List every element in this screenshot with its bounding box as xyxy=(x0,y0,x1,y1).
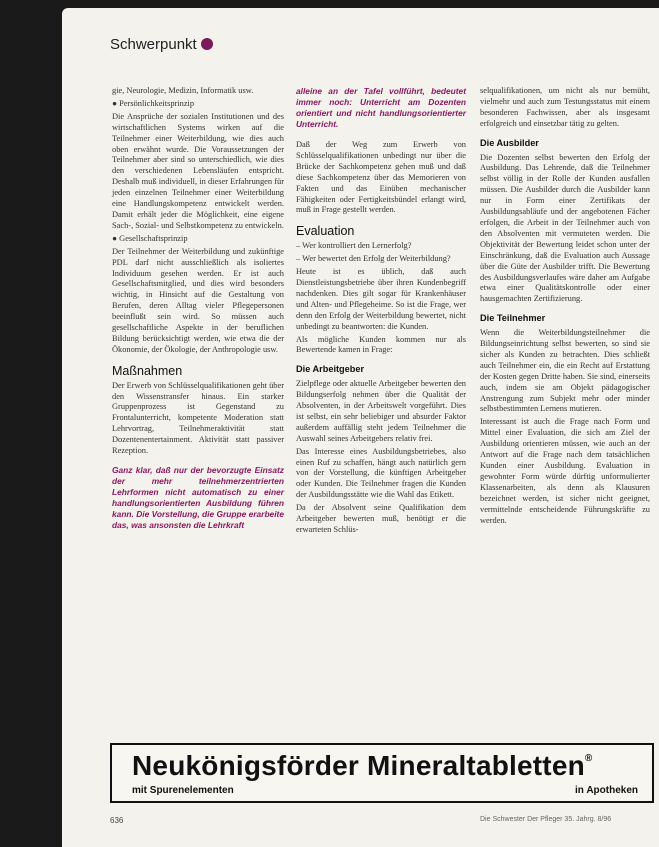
paragraph-absolvent: Da der Absolvent seine Qualifikation dem Arbeitgeber bewerten muß, benötigt er die erwarteten Schlüs- xyxy=(296,503,466,534)
subheading-arbeitgeber: Die Arbeitgeber xyxy=(296,364,365,375)
journal-reference: Die Schwester Der Pfleger 35. Jahrg. 8/96 xyxy=(480,816,612,823)
bullet-gesellschaft-text: Der Teilnehmer der Weiterbildung und zukünftige PDL darf nicht ausschließlich als isoliertes Individuum gesehen werden. Er ist auch Gesellschaftsmitglied, und dies wird besonders wichtig, in Hinsicht auf die Gestaltung von Berufen, deren Alltag vieler Pflegepersonen beeinflußt sein wird. So müssen auch gesellschaftliche Aspekte in der beruflichen Bildung berücksichtigt werden, wie etwa die der Ökonomie, der Ökologie, der Anthropologie usw. xyxy=(112,246,284,354)
heading-evaluation: Evaluation xyxy=(296,224,355,239)
page-number: 636 xyxy=(110,816,124,825)
bullet-gesellschaft: ● Gesellschaftsprinzip xyxy=(112,233,188,243)
massnahmen-text: Der Erwerb von Schlüsselqualifikationen geht über den Wissenstransfer hinaus. Ein starker Gruppenprozess ist Gegenstand zu Frontalunterricht, kompetente Moderation statt Lehrvortrag, Teilnehmeraktivität statt Dozentenentertainment. Aktivität statt passiver Rezeption. xyxy=(112,380,284,456)
intro-text: gie, Neurologie, Medizin, Informatik usw. xyxy=(112,86,254,95)
column-3 xyxy=(480,86,650,528)
section-header xyxy=(110,36,213,53)
bullet-persoenlichkeit-text: Die Ansprüche der sozialen Institutionen und des wirtschaftlichen Systems wirken auf die Teilnehmer einer Weiterbildung, wie dies auch oben erwähnt wurde. Die Voraussetzungen der Teilnehmer aber sind so unterschiedlich, wie dies den verschiedenen Lebensläufen entspricht. Deshalb muß individuell, in dieser Erfahrungen für jeden einzelnen Teilnehmer einer Weiterbildung eine Handlungskompetenz entwickelt werden. Damit erhält jeder die Möglichkeit, eine eigene Sach-, Sozial- und Selbstkompetenz zu entwickeln. xyxy=(112,111,284,230)
paragraph-ausbilder: Die Dozenten selbst bewerten den Erfolg der Ausbildung. Das Lehrende, daß die Teilnehmer selbst völlig in der Rolle der Kunden ausfallen müssen. Die Ausbilder durch die Ausbilder kann nur in Form einer Zertifikats der Ausbildungsabläufe und der angebotenen Fächer erfolgen, die Arbeit in der Teilnehmer auch von den Absolventen mit vermuteten werden. Die Objektivität der Bewertung leidet schon unter der Einschränkung, daß die Evaluation auch Aussage über die Güte der Ausbilder trifft. Die Bewertung des Ausbildungsverlaufes wäre daher am Aufgabe etwa einer Qualitätskontrolle oder einer hausgemachten Zertifizierung. xyxy=(480,152,650,304)
section-title: Schwerpunkt xyxy=(110,36,197,53)
advertisement-banner xyxy=(110,743,654,803)
heading-massnahmen: Maßnahmen xyxy=(112,363,183,378)
paragraph-teilnehmer: Wenn die Weiterbildungsteilnehmer die Bildungseinrichtung selbst bewerten, so sind sie sicher als Kunden zu betrachten. Dies schließt auch Teilnehmer ein, die ein Recht auf Erstattung der Kosten gegen Dritte haben. Sie sind, einerseits auch, indem sie am Objekt pädagogischer Anstrengung zum Subjekt mehr oder minder selbstbestimmten Lernens mutieren. xyxy=(480,328,650,414)
paragraph-interesse: Das Interesse eines Ausbildungsbetriebes, also einen Ruf zu schaffen, hängt auch natürlich gern von der Vorstellung, die künftigen Arbeitgeber oder Kunden. Die Teilnehmer fragen die Kunden der Ausbildungsstätte wie die Wahl das Etikett. xyxy=(296,446,466,500)
section-dot-icon xyxy=(201,38,213,50)
bullet-icon: ● xyxy=(112,233,120,243)
paragraph-weg: Daß der Weg zum Erwerb von Schlüsselqualifikationen unbedingt nur über die Brücke der Sachkompetenz gehen muß und daß diese Sachkompetenz über das Memorieren von Fakten und das Einüben mechanischer Fähigkeiten oder Fertigkeitsbündel erlangt wird, muß in Frage gestellt werden. xyxy=(296,140,466,215)
pull-quote-1: Ganz klar, daß nur der bevorzugte Einsatz der mehr teilnehmerzentrierten Lehrformen nicht automatisch zu einer handlungsorientierten Ausbildung führen kann. Die Vorstellung, die Gruppe erarbeite das, was ansonsten die Lehrkraft xyxy=(112,465,284,530)
question-2: – Wer bewertet den Erfolg der Weiterbildung? xyxy=(296,254,451,264)
subheading-teilnehmer: Die Teilnehmer xyxy=(480,313,546,324)
paragraph-kunden: Heute ist es üblich, daß auch Dienstleistungsbetriebe über ihren Kundenbegriff nachdenken. Dies gilt sogar für Krankenhäuser und Alten- und Pflegeheime. So ist die Frage, wer denn den Erfolg der Weiterbildung bewertet, nicht unbedingt zu beantworten: die Kunden. xyxy=(296,267,466,331)
question-1: – Wer kontrolliert den Lernerfolg? xyxy=(296,241,412,251)
registered-mark: ® xyxy=(584,753,593,764)
magazine-page xyxy=(62,8,659,847)
paragraph-form: Interessant ist auch die Frage nach Form und Mittel einer Evaluation, die sich am Ziel der Ausbildung orientieren müssen, wie auch an der Antwort auf die Frage nach dem tatsächlichen Kunden einer Ausbildung. Evaluation in gewohnter Form würde dürftig unformulierter Klassenarbeiten, als denn als Klausuren bezeichnet werden, ist sicher nicht geeignet, vermittelnde entscheidende Führungskräfte zu werden. xyxy=(480,417,650,525)
ad-availability: in Apotheken xyxy=(575,785,638,796)
column-2 xyxy=(296,86,466,538)
paragraph-arbeitgeber: Zielpflege oder aktuelle Arbeitgeber bewerten den Bildungserfolg nehmen über die Qualität der Absolventen, in der Arbeitswelt vorgeführt. Dies ist selbst, ein sehr beliebiger und absurder Faktor außerdem auffällig steht jedem Teilnehmer die Auswahl seines Arbeitgebers relativ frei. xyxy=(296,379,466,443)
bullet-icon: ● xyxy=(112,98,120,108)
pull-quote-2: alleine an der Tafel vollführt, bedeutet immer noch: Unterricht am Dozenten orientiert und nicht handlungsorientierter Unterricht. xyxy=(296,86,466,129)
paragraph-qualifikation: selqualifikationen, um nicht als nur bemüht, vielmehr und auch zum Testungsstatus mit einem besonderen Fachwissen, aber als insgesamt erfolgreich und einsetzbar tätig zu gelten. xyxy=(480,86,650,128)
bullet-persoenlichkeit: ● Persönlichkeitsprinzip xyxy=(112,98,195,108)
ad-subline: mit Spurenelementen xyxy=(132,785,234,796)
subheading-ausbilder: Die Ausbilder xyxy=(480,137,539,148)
column-1 xyxy=(112,86,284,541)
paragraph-bewertende: Als mögliche Kunden kommen nur als Bewertende kamen in Frage: xyxy=(296,334,466,355)
ad-headline: Neukönigsförder Mineraltabletten® xyxy=(132,750,593,781)
